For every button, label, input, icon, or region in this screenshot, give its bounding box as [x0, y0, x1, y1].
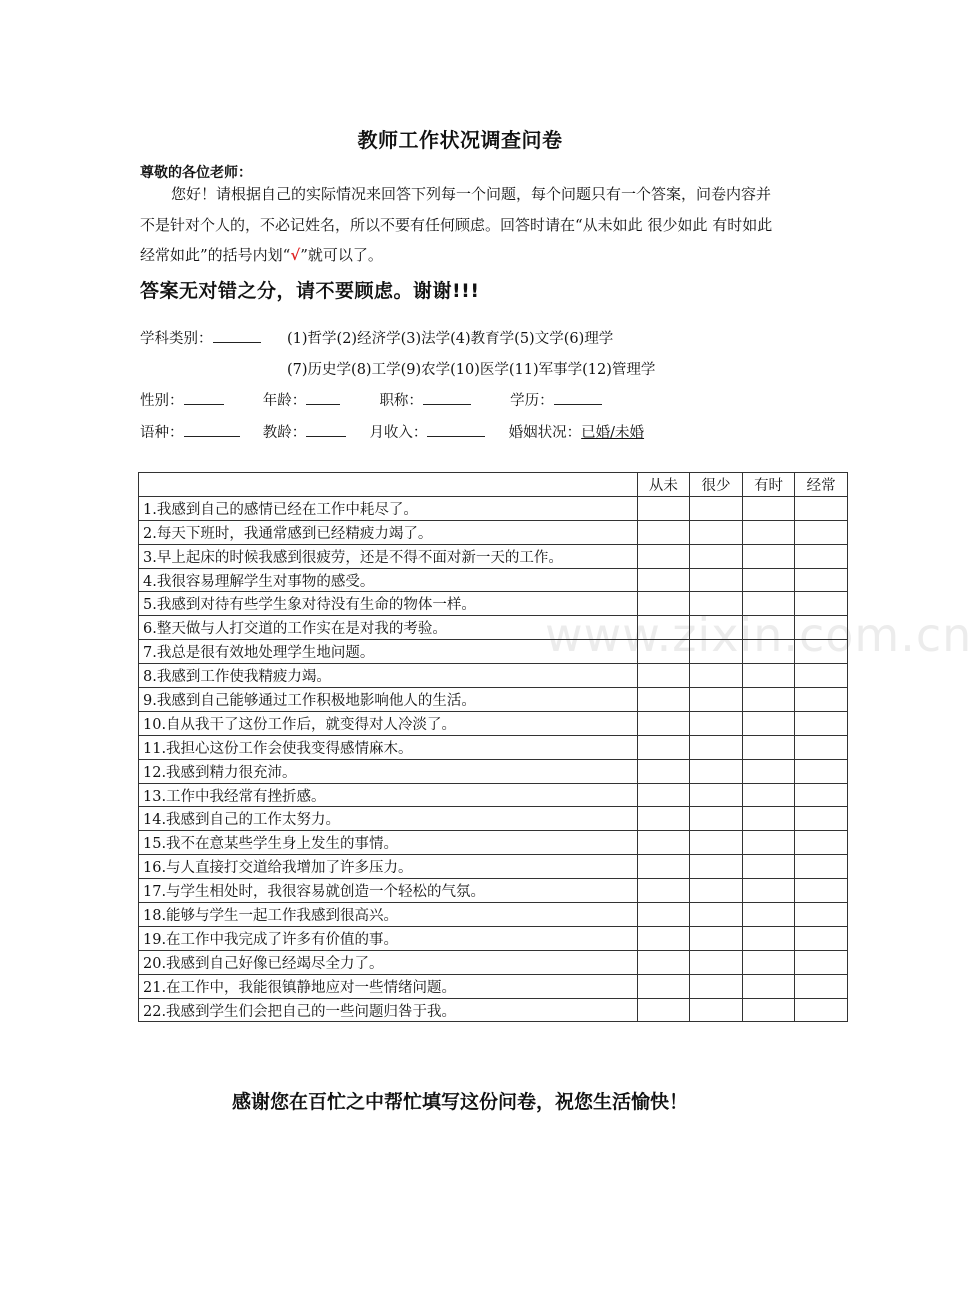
answer-never-cell[interactable] — [637, 496, 690, 520]
question-text: 3.早上起床的时候我感到很疲劳，还是不得不面对新一天的工作。 — [139, 544, 638, 568]
answer-often-cell[interactable] — [795, 688, 848, 712]
question-text: 11.我担心这份工作会使我变得感情麻木。 — [139, 735, 638, 759]
question-text: 5.我感到对待有些学生象对待没有生命的物体一样。 — [139, 592, 638, 616]
table-row — [139, 855, 848, 879]
answer-sometimes-cell[interactable] — [742, 974, 795, 998]
table-row — [139, 879, 848, 903]
answer-never-cell[interactable] — [637, 544, 690, 568]
answer-often-cell[interactable] — [795, 879, 848, 903]
question-text: 16.与人直接打交道给我增加了许多压力。 — [139, 855, 638, 879]
answer-sometimes-cell[interactable] — [742, 807, 795, 831]
language-label: 语种： — [140, 425, 184, 441]
question-text: 6.整天做与人打交道的工作实在是对我的考验。 — [139, 616, 638, 640]
answer-rarely-cell[interactable] — [690, 831, 743, 855]
table-row — [139, 783, 848, 807]
answer-sometimes-cell[interactable] — [742, 950, 795, 974]
table-header-row — [139, 473, 848, 497]
question-text: 15.我不在意某些学生身上发生的事情。 — [139, 831, 638, 855]
answer-often-cell[interactable] — [795, 664, 848, 688]
question-text: 20.我感到自己好像已经竭尽全力了。 — [139, 950, 638, 974]
answer-rarely-cell[interactable] — [690, 735, 743, 759]
answer-often-cell[interactable] — [795, 926, 848, 950]
table-row — [139, 711, 848, 735]
answer-never-cell[interactable] — [637, 855, 690, 879]
answer-sometimes-cell[interactable] — [742, 926, 795, 950]
answer-sometimes-cell[interactable] — [742, 616, 795, 640]
education-label: 学历： — [510, 393, 554, 409]
table-row — [139, 616, 848, 640]
answer-sometimes-cell[interactable] — [742, 735, 795, 759]
answer-never-cell[interactable] — [637, 568, 690, 592]
question-text: 7.我总是很有效地处理学生地问题。 — [139, 640, 638, 664]
answer-rarely-cell[interactable] — [690, 783, 743, 807]
income-blank[interactable] — [427, 421, 485, 437]
answer-rarely-cell[interactable] — [690, 855, 743, 879]
table-row — [139, 807, 848, 831]
answer-rarely-cell[interactable] — [690, 688, 743, 712]
answer-rarely-cell[interactable] — [690, 903, 743, 927]
table-row — [139, 640, 848, 664]
subject-row — [140, 327, 261, 348]
survey-table — [138, 472, 848, 1022]
question-text: 8.我感到工作使我精疲力竭。 — [139, 664, 638, 688]
answer-rarely-cell[interactable] — [690, 568, 743, 592]
question-text: 22.我感到学生们会把自己的一些问题归咎于我。 — [139, 998, 638, 1022]
gender-blank[interactable] — [184, 389, 224, 405]
answer-never-cell[interactable] — [637, 759, 690, 783]
answer-rarely-cell[interactable] — [690, 711, 743, 735]
answer-rarely-cell[interactable] — [690, 879, 743, 903]
subject-options-line2: (7)历史学(8)工学(9)农学(10)医学(11)军事学(12)管理学 — [287, 362, 656, 378]
answer-rarely-cell[interactable] — [690, 616, 743, 640]
answer-often-cell[interactable] — [795, 544, 848, 568]
answer-sometimes-cell[interactable] — [742, 592, 795, 616]
closing-message: 感谢您在百忙之中帮忙填写这份问卷，祝您生活愉快！ — [231, 1091, 688, 1113]
answer-often-cell[interactable] — [795, 855, 848, 879]
title-blank[interactable] — [423, 389, 471, 405]
answer-rarely-cell[interactable] — [690, 807, 743, 831]
check-mark: √ — [290, 246, 301, 264]
answer-never-cell[interactable] — [637, 783, 690, 807]
answer-often-cell[interactable] — [795, 998, 848, 1022]
intro-text-after: ”就可以了。 — [300, 246, 383, 264]
answer-sometimes-cell[interactable] — [742, 855, 795, 879]
answer-often-cell[interactable] — [795, 592, 848, 616]
table-row — [139, 592, 848, 616]
answer-never-cell[interactable] — [637, 688, 690, 712]
answer-sometimes-cell[interactable] — [742, 711, 795, 735]
answer-never-cell[interactable] — [637, 640, 690, 664]
answer-rarely-cell[interactable] — [690, 998, 743, 1022]
table-row — [139, 496, 848, 520]
answer-rarely-cell[interactable] — [690, 926, 743, 950]
answer-rarely-cell[interactable] — [690, 950, 743, 974]
header-never: 从未 — [637, 473, 690, 497]
answer-never-cell[interactable] — [637, 735, 690, 759]
table-row — [139, 831, 848, 855]
answer-often-cell[interactable] — [795, 520, 848, 544]
answer-rarely-cell[interactable] — [690, 544, 743, 568]
answer-sometimes-cell[interactable] — [742, 568, 795, 592]
subject-blank[interactable] — [213, 327, 261, 343]
answer-often-cell[interactable] — [795, 759, 848, 783]
answer-often-cell[interactable] — [795, 974, 848, 998]
answer-never-cell[interactable] — [637, 807, 690, 831]
info-row-1 — [140, 389, 602, 410]
question-text: 17.与学生相处时，我很容易就创造一个轻松的气氛。 — [139, 879, 638, 903]
question-text: 12.我感到精力很充沛。 — [139, 759, 638, 783]
table-row — [139, 735, 848, 759]
answer-often-cell[interactable] — [795, 903, 848, 927]
answer-never-cell[interactable] — [637, 926, 690, 950]
question-text: 14.我感到自己的工作太努力。 — [139, 807, 638, 831]
question-text: 13.工作中我经常有挫折感。 — [139, 783, 638, 807]
title-label: 职称： — [379, 393, 423, 409]
answer-often-cell[interactable] — [795, 496, 848, 520]
table-row — [139, 568, 848, 592]
answer-sometimes-cell[interactable] — [742, 783, 795, 807]
question-text: 2.每天下班时，我通常感到已经精疲力竭了。 — [139, 520, 638, 544]
answer-often-cell[interactable] — [795, 568, 848, 592]
answer-rarely-cell[interactable] — [690, 520, 743, 544]
question-text: 9.我感到自己能够通过工作积极地影响他人的生活。 — [139, 688, 638, 712]
teaching-years-label: 教龄： — [262, 425, 307, 441]
answer-rarely-cell[interactable] — [690, 640, 743, 664]
answer-never-cell[interactable] — [637, 711, 690, 735]
answer-often-cell[interactable] — [795, 735, 848, 759]
table-row — [139, 520, 848, 544]
info-row-2 — [140, 421, 644, 442]
gender-label: 性别： — [140, 393, 184, 409]
header-blank-cell — [139, 473, 638, 497]
question-text: 1.我感到自己的感情已经在工作中耗尽了。 — [139, 496, 638, 520]
subject-options-line1: (1)哲学(2)经济学(3)法学(4)教育学(5)文学(6)理学 — [287, 331, 614, 347]
answer-often-cell[interactable] — [795, 711, 848, 735]
header-often: 经常 — [795, 473, 848, 497]
table-row — [139, 544, 848, 568]
language-blank[interactable] — [184, 421, 240, 437]
education-blank[interactable] — [554, 389, 602, 405]
intro-paragraph — [140, 179, 785, 271]
answer-often-cell[interactable] — [795, 950, 848, 974]
answer-rarely-cell[interactable] — [690, 592, 743, 616]
answer-often-cell[interactable] — [795, 640, 848, 664]
greeting: 尊敬的各位老师： — [140, 165, 252, 181]
table-row — [139, 664, 848, 688]
answer-sometimes-cell[interactable] — [742, 544, 795, 568]
questions-body — [139, 496, 848, 1022]
answer-never-cell[interactable] — [637, 616, 690, 640]
answer-never-cell[interactable] — [637, 520, 690, 544]
answer-rarely-cell[interactable] — [690, 759, 743, 783]
answer-often-cell[interactable] — [795, 783, 848, 807]
answer-never-cell[interactable] — [637, 664, 690, 688]
answer-often-cell[interactable] — [795, 616, 848, 640]
table-row — [139, 903, 848, 927]
question-text: 19.在工作中我完成了许多有价值的事。 — [139, 926, 638, 950]
answer-sometimes-cell[interactable] — [742, 520, 795, 544]
answer-sometimes-cell[interactable] — [742, 496, 795, 520]
answer-sometimes-cell[interactable] — [742, 664, 795, 688]
age-label: 年龄： — [262, 393, 307, 409]
answer-never-cell[interactable] — [637, 903, 690, 927]
page-title: 教师工作状况调查问卷 — [357, 128, 563, 152]
table-row — [139, 926, 848, 950]
table-row — [139, 950, 848, 974]
answer-sometimes-cell[interactable] — [742, 831, 795, 855]
emphasis-note: 答案无对错之分，请不要顾虑。谢谢!!! — [140, 280, 480, 302]
answer-rarely-cell[interactable] — [690, 496, 743, 520]
answer-never-cell[interactable] — [637, 974, 690, 998]
answer-sometimes-cell[interactable] — [742, 640, 795, 664]
answer-rarely-cell[interactable] — [690, 664, 743, 688]
question-text: 18.能够与学生一起工作我感到很高兴。 — [139, 903, 638, 927]
answer-often-cell[interactable] — [795, 831, 848, 855]
question-text: 10.自从我干了这份工作后，就变得对人冷淡了。 — [139, 711, 638, 735]
header-sometimes: 有时 — [742, 473, 795, 497]
income-label: 月收入： — [369, 425, 428, 441]
table-row — [139, 688, 848, 712]
question-text: 4.我很容易理解学生对事物的感受。 — [139, 568, 638, 592]
watermark: www.zixin.com.cn — [545, 608, 972, 662]
header-rarely: 很少 — [690, 473, 743, 497]
answer-sometimes-cell[interactable] — [742, 903, 795, 927]
answer-never-cell[interactable] — [637, 950, 690, 974]
answer-sometimes-cell[interactable] — [742, 998, 795, 1022]
answer-sometimes-cell[interactable] — [742, 759, 795, 783]
table-row — [139, 759, 848, 783]
answer-never-cell[interactable] — [637, 879, 690, 903]
age-blank[interactable] — [306, 389, 340, 405]
table-row — [139, 974, 848, 998]
marital-value[interactable]: 已婚/未婚 — [581, 425, 645, 441]
answer-sometimes-cell[interactable] — [742, 879, 795, 903]
answer-often-cell[interactable] — [795, 807, 848, 831]
marital-label: 婚姻状况： — [508, 425, 582, 441]
subject-label: 学科类别： — [140, 331, 213, 347]
intro-text-before: 您好！请根据自己的实际情况来回答下列每一个问题，每个问题只有一个答案，问卷内容并不是针对个人的，不必记姓名，所以不要有任何顾虑。回答时请在“从未如此 很少如此 有时如此 经常如此”的括号内划“ — [140, 185, 773, 264]
teaching-years-blank[interactable] — [306, 421, 346, 437]
answer-never-cell[interactable] — [637, 998, 690, 1022]
answer-sometimes-cell[interactable] — [742, 688, 795, 712]
answer-never-cell[interactable] — [637, 592, 690, 616]
table-row — [139, 998, 848, 1022]
question-text: 21.在工作中，我能很镇静地应对一些情绪问题。 — [139, 974, 638, 998]
answer-rarely-cell[interactable] — [690, 974, 743, 998]
answer-never-cell[interactable] — [637, 831, 690, 855]
